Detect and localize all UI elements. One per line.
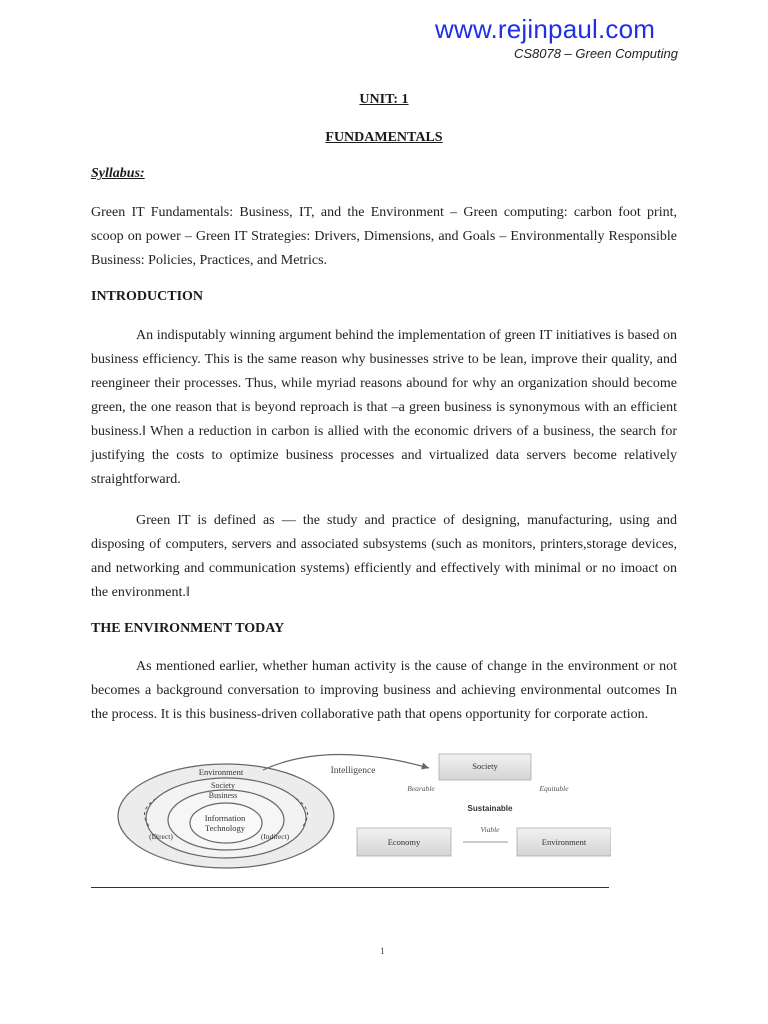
chapter-title: FUNDAMENTALS [325, 130, 443, 145]
page-number: 1 [380, 946, 385, 956]
direct-label: (Direct) [149, 832, 173, 841]
information-technology-label-2: Technology [204, 823, 246, 833]
bearable-label: Bearable [407, 784, 435, 793]
society-ring-label: Society [211, 781, 235, 790]
viable-label: Viable [480, 825, 500, 834]
introduction-paragraph-1: An indisputably winning argument behind the implementation of green IT initiatives is based on business efficiency. This is the same reason why businesses strive to be lean, improve their quality, and reengineer their processes. Thus, while myriad reasons abound for why an organization should become green, the one reason that is beyond reproach is that –a green business is synonymous with an efficient business.‖ When a reduction in carbon is allied with the economic drivers of a business, the search for justifying the costs to optimize business processes and virtualized data servers become relatively straightforward. [91, 328, 677, 487]
course-code-header: CS8078 – Green Computing [513, 46, 678, 61]
syllabus-text: Green IT Fundamentals: Business, IT, and the Environment – Green computing: carbon foot print, scoop on power – Green IT Strategies: Drivers, Dimensions, and Goals – Environmentally Responsible Business: Policies, Practices, and Metrics. [91, 205, 677, 268]
environment-ring-label: Environment [198, 767, 244, 777]
syllabus-heading: Syllabus: [91, 166, 145, 181]
environment-box-label: Environment [541, 837, 587, 847]
sustainable-label: Sustainable [467, 804, 513, 813]
economy-box-label: Economy [387, 837, 421, 847]
footer-rule [91, 887, 609, 888]
site-url-header[interactable]: www.rejinpaul.com [435, 14, 656, 44]
business-ring-label: Business [208, 791, 238, 800]
introduction-paragraph-2: Green IT is defined as — the study and practice of designing, manufacturing, using and disposing of computers, servers and associated subsystems (such as monitors, printers,storage devices, and networking and communication systems) efficiently and effectively with minimal or no imoact on the environment.‖ [91, 513, 677, 600]
unit-title: UNIT: 1 [359, 92, 409, 107]
society-box-label: Society [472, 761, 498, 771]
introduction-heading: INTRODUCTION [91, 289, 204, 304]
environment-today-paragraph-1: As mentioned earlier, whether human activity is the cause of change in the environment or not becomes a background conversation to improving business and achieving environmental outcomes In the process. It is this business-driven collaborative path that opens opportunity for corporate action. [91, 659, 677, 722]
indirect-label: (Indirect) [260, 832, 290, 841]
environment-today-heading: THE ENVIRONMENT TODAY [91, 621, 285, 636]
green-it-figure [113, 748, 611, 872]
equitable-label: Equitable [539, 784, 569, 793]
intelligence-label: Intelligence [330, 766, 376, 776]
information-technology-label-1: Information [204, 813, 246, 823]
